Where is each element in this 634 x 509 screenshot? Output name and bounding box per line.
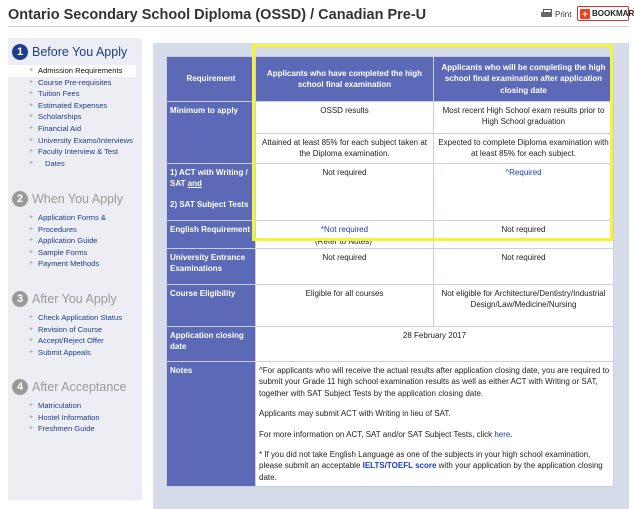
print-link[interactable] xyxy=(541,9,571,19)
plus-icon: + xyxy=(580,9,590,19)
column-header-completing: Applicants who will be completing the high school final examination after application closing date xyxy=(434,57,614,102)
sidebar-item-application-forms-cont[interactable] xyxy=(8,224,142,236)
table-row-notes xyxy=(167,362,614,487)
row-header-notes: Notes xyxy=(167,362,256,487)
column-header-requirement: Requirement xyxy=(167,57,256,102)
step-number-badge: 2 xyxy=(12,191,28,207)
title-divider xyxy=(8,26,629,27)
sidebar-section-after-acceptance xyxy=(8,377,142,435)
sidebar-item-course-prerequisites[interactable]: + Course Pre-requisites xyxy=(8,77,142,89)
sidebar-item-payment-methods[interactable]: + Payment Methods xyxy=(8,258,142,270)
cell-closing-date: 28 February 2017 xyxy=(256,327,614,362)
cell-entrance-completing: Not required xyxy=(434,249,614,285)
and-label: and xyxy=(187,179,202,189)
notes-paragraph-4 xyxy=(259,449,610,483)
sidebar-item-faculty-interview-cont[interactable]: + Dates xyxy=(8,158,142,170)
step-label: After You Apply xyxy=(32,292,117,306)
nav-list xyxy=(8,65,142,169)
cell-minimum-completing-1: Most recent High School exam results prior to High School graduation xyxy=(434,102,614,134)
notes-paragraph-2: Applicants may submit ACT with Writing in lieu of SAT. xyxy=(259,409,451,419)
sidebar-section-after-you-apply xyxy=(8,289,142,358)
sidebar-item-admission-requirements[interactable]: + Admission Requirements xyxy=(8,65,136,77)
notes-paragraph-3 xyxy=(259,429,610,440)
column-header-completed: Applicants who have completed the high school final examination xyxy=(256,57,434,102)
sidebar-item-sample-forms[interactable]: + Sample Forms xyxy=(8,247,142,259)
notes-p3-suffix: . xyxy=(510,429,513,439)
sidebar-section-before-you-apply xyxy=(8,42,142,169)
table-row-act-sat xyxy=(167,164,614,221)
table-row-eligibility xyxy=(167,285,614,327)
sidebar-item-check-status[interactable]: + Check Application Status xyxy=(8,312,142,324)
notes-paragraph-1: ^For applicants who will receive the actual results after application closing date, you are required to submit your Grade 11 high school examination results as well as either ACT with Writing or SAT, together with SAT Subject Tests by the application closing date. xyxy=(259,366,610,398)
sidebar-item-estimated-expenses[interactable]: + Estimated Expenses xyxy=(8,100,142,112)
row-header-english: English Requirement xyxy=(167,221,256,249)
step-header[interactable] xyxy=(8,377,142,397)
requirements-table xyxy=(166,56,614,487)
sat-subject-label: 2) SAT Subject Tests xyxy=(170,199,249,209)
sidebar-item-accept-reject-offer[interactable]: + Accept/Reject Offer xyxy=(8,335,142,347)
step-number-badge: 4 xyxy=(12,379,28,395)
sidebar-item-matriculation[interactable]: + Matriculation xyxy=(8,400,142,412)
sidebar-item-university-exams[interactable]: + University Exams/Interviews xyxy=(8,135,142,147)
cell-minimum-completed-1: OSSD results xyxy=(256,102,434,134)
bookmark-button[interactable] xyxy=(577,6,634,21)
cell-act-completing-link[interactable]: ^Required xyxy=(434,164,614,221)
cell-english-completing: Not required xyxy=(434,221,614,249)
row-header-minimum: Minimum to apply xyxy=(167,102,256,164)
row-header-act-sat xyxy=(167,164,256,221)
cell-minimum-completed-2: Attained at least 85% for each subject taken at the Diploma examination. xyxy=(256,134,434,164)
sidebar-item-application-guide[interactable]: + Application Guide xyxy=(8,235,142,247)
nav-list xyxy=(8,212,142,270)
table-row-english xyxy=(167,221,614,249)
notes-p3-text: For more information on ACT, SAT and/or SAT Subject Tests, click xyxy=(259,429,495,439)
row-header-entrance: University Entrance Examinations xyxy=(167,249,256,285)
sidebar-item-freshmen-guide[interactable]: + Freshmen Guide xyxy=(8,423,142,435)
cell-notes xyxy=(256,362,614,487)
refer-to-notes-note: (Refer to Notes) xyxy=(315,237,372,246)
step-number-badge: 1 xyxy=(12,44,28,60)
sidebar-item-submit-appeals[interactable]: + Submit Appeals xyxy=(8,347,142,359)
sidebar-item-scholarships[interactable]: + Scholarships xyxy=(8,111,142,123)
here-link[interactable]: here xyxy=(494,429,511,439)
step-header[interactable] xyxy=(8,189,142,209)
table-row-closing-date xyxy=(167,327,614,362)
act-label: 1) ACT with Writing / SAT xyxy=(170,168,248,189)
step-label: After Acceptance xyxy=(32,380,127,394)
cell-english-completed-link[interactable]: *Not required xyxy=(256,221,434,249)
sidebar-item-application-forms[interactable]: + Application Forms & xyxy=(8,212,142,224)
cell-act-completed: Not required xyxy=(256,164,434,221)
ielts-toefl-link[interactable]: IELTS/TOEFL score xyxy=(362,461,437,471)
notes-p4-text: * If you did not take English Language as one of the subjects in your high school examination, please submit an acceptable xyxy=(259,450,591,471)
sidebar-item-tuition-fees[interactable]: + Tuition Fees xyxy=(8,88,142,100)
cell-eligibility-completed: Eligible for all courses xyxy=(256,285,434,327)
sidebar-item-revision-of-course[interactable]: + Revision of Course xyxy=(8,324,142,336)
page-title: Ontario Secondary School Diploma (OSSD) / Canadian Pre-U xyxy=(8,7,427,23)
row-header-eligibility: Course Eligibility xyxy=(167,285,256,327)
cell-entrance-completed: Not required xyxy=(256,249,434,285)
bookmark-label: BOOKMAR xyxy=(592,9,634,18)
notes-p4-suffix: with your application by the application closing date. xyxy=(259,461,603,482)
table-row-minimum xyxy=(167,102,614,134)
nav-list xyxy=(8,312,142,358)
sidebar xyxy=(8,38,142,500)
step-header[interactable] xyxy=(8,42,142,62)
step-label: Before You Apply xyxy=(32,45,128,59)
nav-list xyxy=(8,400,142,435)
table-row-entrance xyxy=(167,249,614,285)
sidebar-item-financial-aid[interactable]: + Financial Aid xyxy=(8,123,142,135)
row-header-closing-date: Application closing date xyxy=(167,327,256,362)
cell-eligibility-completing: Not eligible for Architecture/Dentistry/Industrial Design/Law/Medicine/Nursing xyxy=(434,285,614,327)
cell-minimum-completing-2: Expected to complete Diploma examination with at least 85% for each subject. xyxy=(434,134,614,164)
print-label: Print xyxy=(555,9,572,19)
sidebar-item-hostel-information[interactable]: + Hostel Information xyxy=(8,412,142,424)
step-number-badge: 3 xyxy=(12,291,28,307)
sidebar-section-when-you-apply xyxy=(8,189,142,270)
step-header[interactable] xyxy=(8,289,142,309)
nav-item-continuation: Procedures xyxy=(38,224,77,234)
table-header-row xyxy=(167,57,614,102)
step-label: When You Apply xyxy=(32,192,124,206)
printer-icon xyxy=(541,9,552,19)
sidebar-item-faculty-interview[interactable]: + Faculty Interview & Test xyxy=(8,146,142,158)
